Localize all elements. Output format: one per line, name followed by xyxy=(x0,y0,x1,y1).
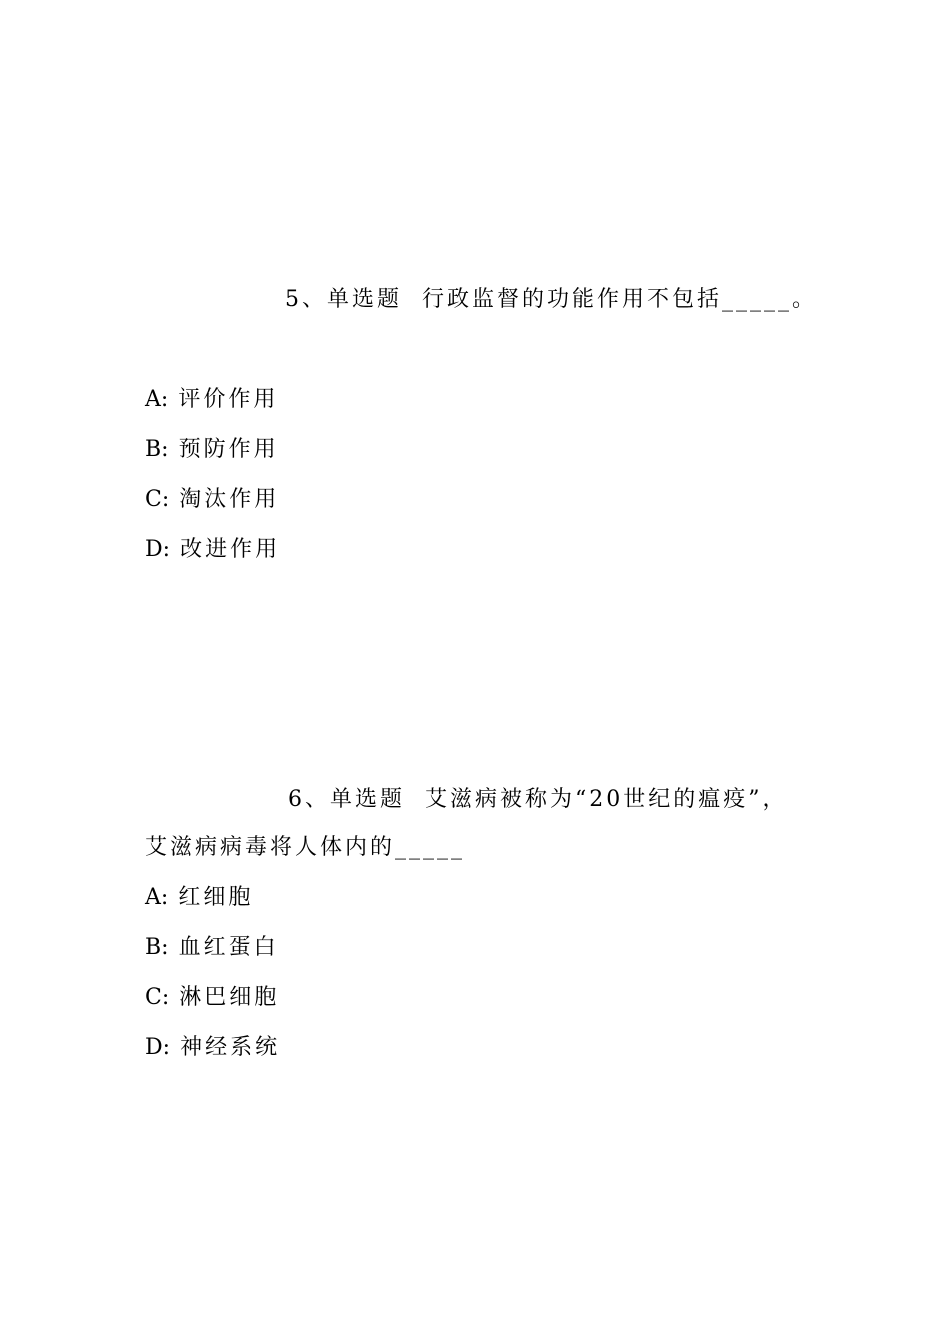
question-number: 6、 xyxy=(288,787,330,812)
option-letter: B: xyxy=(145,437,169,462)
option-letter: C: xyxy=(145,985,170,1010)
option-text: 淋巴细胞 xyxy=(179,985,280,1010)
option-d xyxy=(145,535,280,565)
option-letter: B: xyxy=(145,935,169,960)
option-d xyxy=(145,1033,280,1063)
option-text: 预防作用 xyxy=(178,437,279,462)
option-letter: A: xyxy=(145,387,169,412)
question-type: 单选题 xyxy=(330,787,406,812)
option-text: 评价作用 xyxy=(178,387,279,412)
question-6-stem-continuation xyxy=(145,833,465,863)
option-letter: D: xyxy=(145,1035,171,1060)
option-b xyxy=(145,435,279,465)
option-a xyxy=(145,883,253,913)
option-c xyxy=(145,485,279,515)
option-text: 神经系统 xyxy=(180,1035,281,1060)
question-stem-line1: 艾滋病被称为“20世纪的瘟疫”， xyxy=(425,787,788,812)
option-a xyxy=(145,385,278,415)
question-type: 单选题 xyxy=(327,287,403,312)
option-b xyxy=(145,933,279,963)
question-stem-line2: 艾滋病病毒将人体内的_____ xyxy=(145,835,466,860)
question-number: 5、 xyxy=(285,287,327,312)
option-letter: A: xyxy=(145,885,169,910)
option-text: 血红蛋白 xyxy=(178,935,279,960)
question-6-header xyxy=(288,785,788,815)
option-c xyxy=(145,983,279,1013)
question-stem: 行政监督的功能作用不包括_____。 xyxy=(422,287,818,312)
option-letter: D: xyxy=(145,537,171,562)
question-5-header xyxy=(285,285,817,315)
option-text: 改进作用 xyxy=(180,537,281,562)
option-text: 红细胞 xyxy=(178,885,254,910)
option-text: 淘汰作用 xyxy=(179,487,280,512)
option-letter: C: xyxy=(145,487,170,512)
